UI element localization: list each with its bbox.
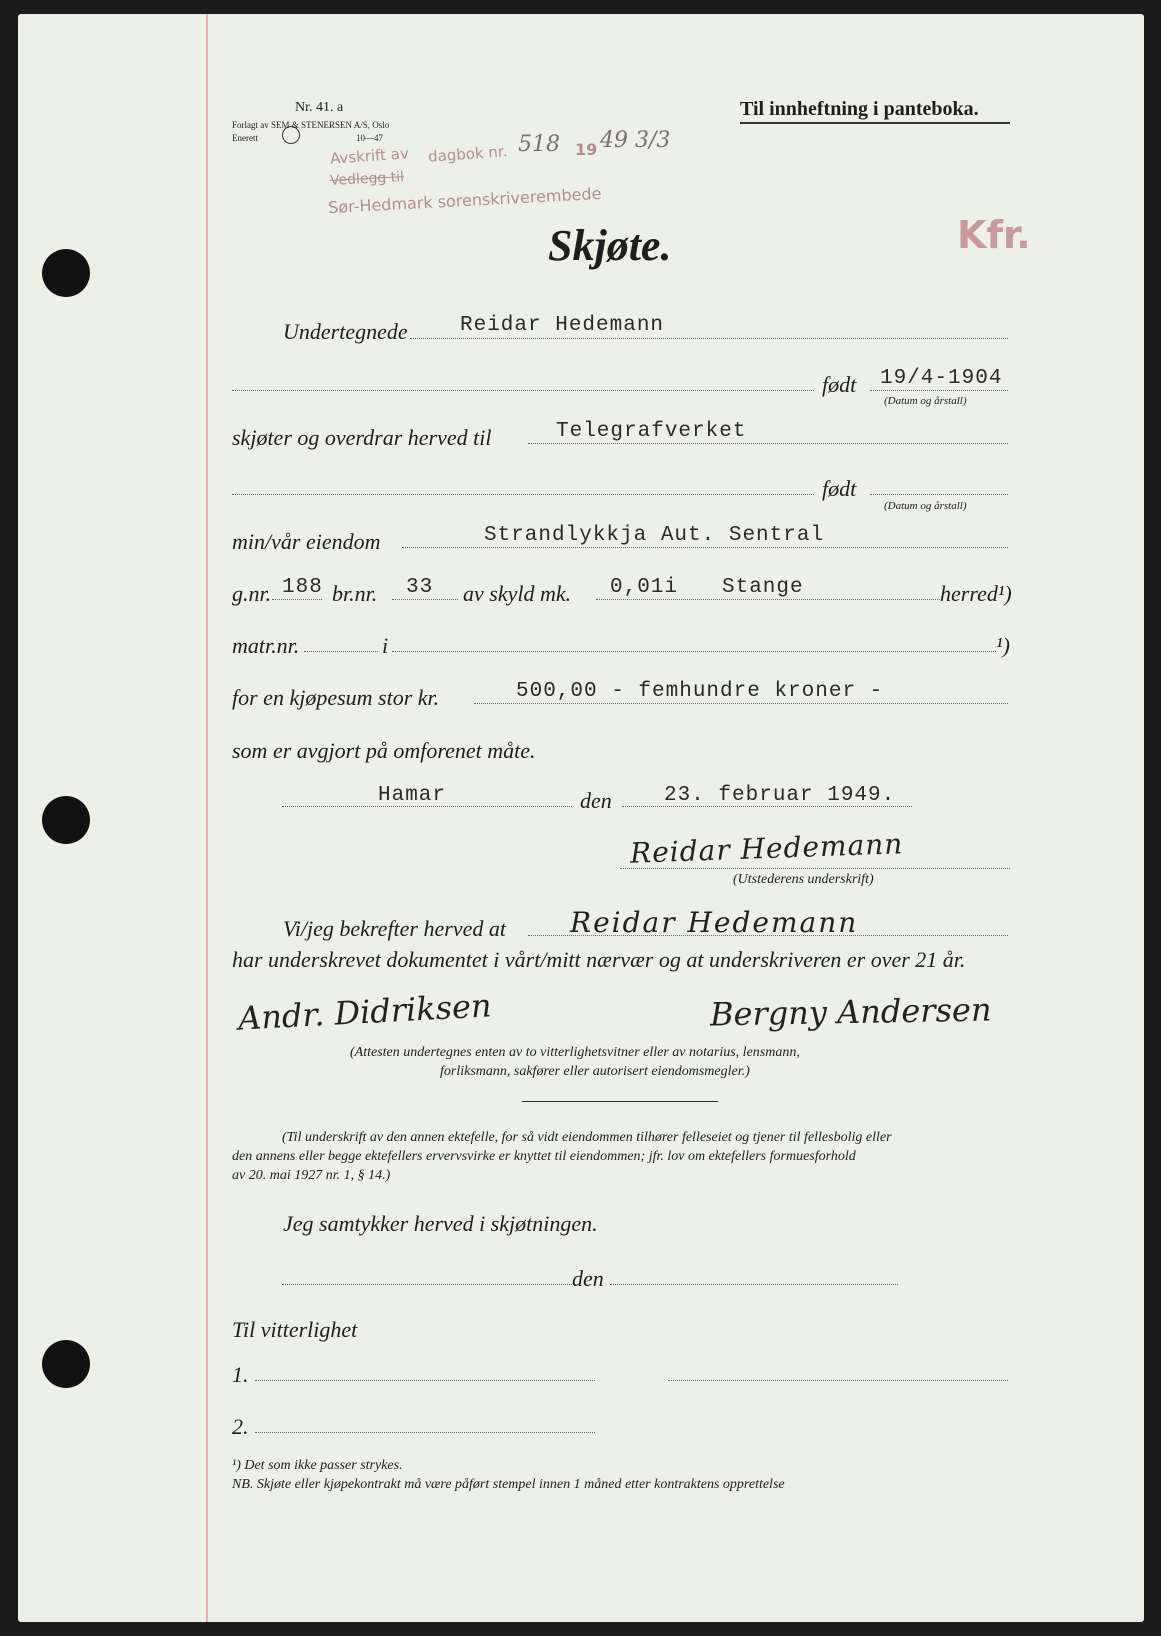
witness2-signature: Bergny Andersen [709,990,992,1034]
buyer-dob-caption: (Datum og årstall) [884,500,967,512]
footnote-2: NB. Skjøte eller kjøpekontrakt må være påført stempel innen 1 måned etter kontraktens opprettelse [232,1477,785,1492]
punch-hole [42,249,90,297]
fodt-label: født [822,372,857,397]
property-name: Strandlykkja Aut. Sentral [484,524,825,547]
consent-den-label: den [572,1266,604,1291]
seller-extra-line [232,390,814,391]
dob-caption: (Datum og årstall) [884,395,967,407]
buyer-name: Telegrafverket [556,420,747,443]
divider-rule [522,1101,718,1102]
gnr-value: 188 [282,576,323,599]
bnr-line [392,599,458,600]
witness-1-label: 1. [232,1362,249,1387]
gnr-label: g.nr. [232,581,272,606]
signature-line [620,868,1010,869]
stamp-line-3: Sør-Hedmark sorenskriverembede [327,183,602,218]
confirm-label: Vi/jeg bekrefter herved at [283,916,506,941]
buyer-line [528,443,1008,444]
issuer-caption: (Utstederens underskrift) [733,872,874,887]
stamp-line-1: Avskrift av [329,144,410,168]
price-label: for en kjøpesum stor kr. [232,685,440,710]
attest-note-1: (Attesten undertegnes enten av to vitterlighetsvitner eller av notarius, lensmann, [350,1045,800,1060]
filing-title: Til innheftning i panteboka. [740,98,979,120]
bnr-label: br.nr. [332,581,378,606]
seller-name: Reidar Hedemann [460,314,665,337]
witness-2-line [255,1432,595,1433]
herred-value: Stange [722,576,804,599]
margin-rule [206,14,208,1622]
date-value: 23. februar 1949. [664,784,896,807]
witness-2-label: 2. [232,1414,249,1439]
skyld-label: av skyld mk. [463,581,572,606]
form-number: Nr. 41. a [295,100,344,115]
transfer-label: skjøter og overdrar herved til [232,425,492,450]
place-value: Hamar [378,784,447,807]
consent-place-line [282,1284,572,1285]
consent-text: Jeg samtykker herved i skjøtningen. [283,1211,598,1236]
gnr-line [272,599,322,600]
confirm-name: Reidar Hedemann [570,906,859,939]
bnr-value: 33 [406,576,434,599]
witness-1-line-right [668,1380,1008,1381]
matr-line [304,651,378,652]
footnote-1: ¹) Det som ikke passer strykes. [232,1458,403,1473]
publisher-line: Forlagt av SEM & STENERSEN A/S, Oslo [232,120,390,130]
diary-number: 518 [518,132,560,157]
consent-date-line [610,1284,898,1285]
spouse-note-2: den annens eller begge ektefellers ervervsvirke er knyttet til eiendommen; jfr. lov om ektefellers formuesforhold [232,1149,856,1164]
spouse-note-1: (Til underskrift av den annen ektefelle, for så vidt eiendommen tilhører felleseiet og tjener til fellesbolig eller [282,1130,892,1145]
confirm-text: har underskrevet dokumentet i vårt/mitt nærvær og at underskriveren er over 21 år. [232,947,966,972]
property-line [402,547,1008,548]
den-label: den [580,788,612,813]
stamp-line-2: Vedlegg til [329,169,405,189]
stamp-year-handwritten: 49 3/3 [600,128,671,153]
buyer-dob-line [870,494,1008,495]
herred-label: herred¹) [940,581,1012,606]
settled-text: som er avgjort på omforenet måte. [232,738,536,763]
edition-label: 10—47 [356,133,383,143]
matr-label: matr.nr. [232,633,300,658]
stamp-dagbok: dagbok nr. [427,142,508,166]
dob-line [870,390,1008,391]
witness-1-line [255,1380,595,1381]
publisher-logo [282,126,300,144]
punch-hole [42,1340,90,1388]
undertegnede-label: Undertegnede [283,319,408,344]
copyright-label: Enerett [232,133,258,143]
document-title: Skjøte. [548,221,672,270]
seller-signature: Reidar Hedemann [629,827,904,870]
punch-hole [42,796,90,844]
spouse-note-3: av 20. mai 1927 nr. 1, § 14.) [232,1168,391,1183]
seller-line [410,338,1008,339]
buyer-extra-line [232,494,814,495]
matr-i-line [392,651,996,652]
seller-dob: 19/4-1904 [880,367,1003,390]
property-label: min/vår eiendom [232,529,381,554]
price-line [474,703,1008,704]
price-value: 500,00 - femhundre kroner - [516,680,884,703]
skyld-value: 0,01i [610,576,679,599]
stamp-year-prefix: 19 [575,140,598,159]
matr-note: ¹) [996,633,1010,658]
filing-title-underline [740,122,1010,124]
buyer-fodt-label: født [822,476,857,501]
vitterlighet-label: Til vitterlighet [232,1317,358,1342]
corner-mark: Kfr. [957,213,1031,257]
witness1-signature: Andr. Didriksen [237,986,493,1038]
attest-note-2: forliksmann, sakfører eller autorisert eiendomsmegler.) [440,1064,750,1079]
matr-i: i [382,633,389,658]
